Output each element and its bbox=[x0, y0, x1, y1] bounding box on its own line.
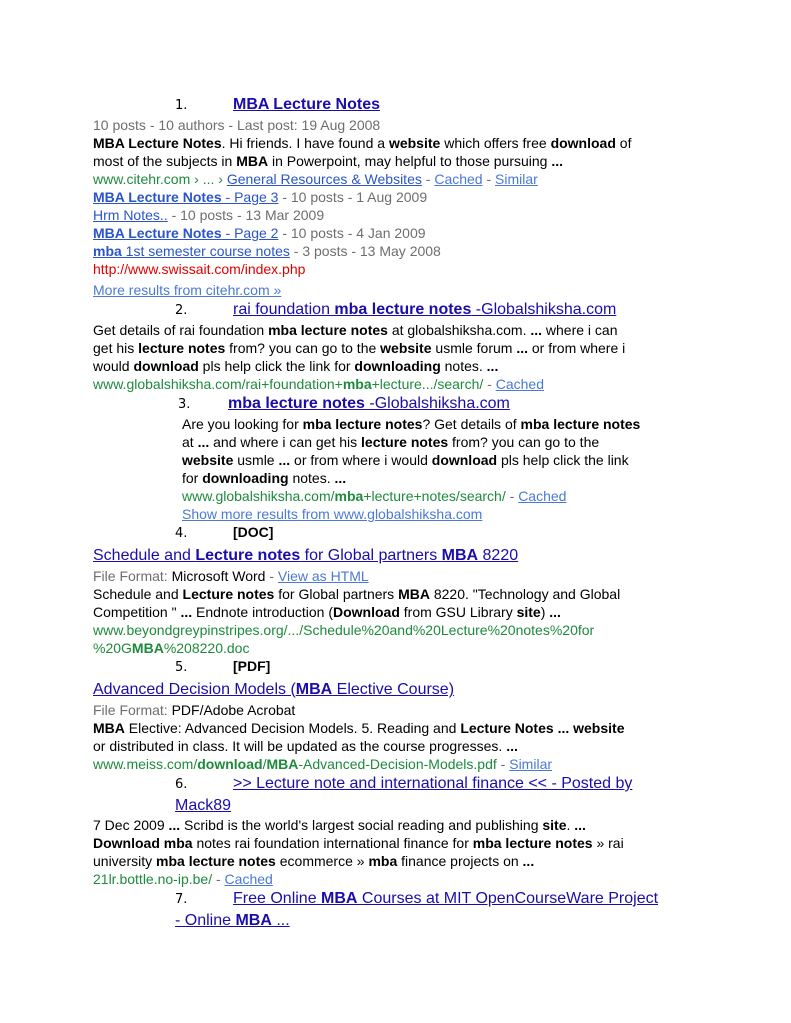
snippet-line bbox=[93, 737, 713, 755]
snippet-segment: mba lecture notes bbox=[268, 322, 388, 338]
snippet-segment: 7 Dec 2009 bbox=[93, 817, 169, 833]
snippet-segment: website bbox=[573, 720, 625, 736]
result-meta: 10 posts - 10 authors - Last post: 19 Aug 2008 bbox=[93, 117, 381, 133]
sub-result-meta: - 10 posts - 4 Jan 2009 bbox=[278, 225, 426, 241]
snippet-segment: notes. bbox=[440, 358, 487, 374]
snippet-segment: pls help click the link bbox=[497, 452, 629, 468]
result-number: 3. bbox=[178, 397, 191, 412]
snippet-segment: and where i can get his bbox=[209, 434, 362, 450]
result-url: www.citehr.com › ... › bbox=[93, 171, 227, 187]
result-7-heading bbox=[93, 888, 713, 910]
result-number: 7. bbox=[175, 892, 188, 907]
snippet-segment: site bbox=[542, 817, 567, 833]
snippet-segment: usmle forum bbox=[431, 340, 517, 356]
result-title-link-continued[interactable]: Mack89 bbox=[175, 797, 232, 814]
result-url-row bbox=[182, 487, 713, 505]
snippet-segment: ecommerce » bbox=[275, 853, 369, 869]
sub-result bbox=[93, 206, 713, 224]
snippet-segment: site bbox=[516, 604, 541, 620]
snippet-segment: ... bbox=[551, 153, 564, 169]
snippet-segment: MBA bbox=[93, 720, 125, 736]
sub-result-link[interactable]: mba 1st semester course notes bbox=[93, 243, 290, 259]
snippet-segment: for bbox=[182, 470, 203, 486]
result-title-link[interactable]: Free Online MBA Courses at MIT OpenCourseWare Project bbox=[233, 890, 659, 907]
snippet-segment: Lecture notes bbox=[182, 586, 275, 602]
snippet-segment: Endnote introduction ( bbox=[192, 604, 333, 620]
snippet-segment: finance projects on bbox=[397, 853, 523, 869]
sub-result-meta: - 10 posts - 13 Mar 2009 bbox=[167, 207, 325, 223]
snippet-segment: usmle bbox=[233, 452, 279, 468]
file-format-label: File Format: bbox=[93, 702, 172, 718]
snippet-segment: pls help click the link for bbox=[198, 358, 355, 374]
snippet-line bbox=[93, 339, 713, 357]
snippet-segment: for Global partners bbox=[274, 586, 399, 602]
result-title-link[interactable]: Schedule and Lecture notes for Global partners MBA 8220 bbox=[93, 547, 519, 564]
snippet-segment: ... bbox=[506, 738, 518, 754]
result-url-row bbox=[93, 755, 713, 773]
snippet-segment: Scribd is the world's largest social reading and publishing bbox=[180, 817, 543, 833]
result-2-heading bbox=[93, 299, 713, 321]
snippet-segment: lecture notes bbox=[361, 434, 449, 450]
separator: - bbox=[265, 568, 278, 584]
snippet-segment: or from where i bbox=[528, 340, 626, 356]
result-title-link[interactable]: mba lecture notes -Globalshiksha.com bbox=[228, 395, 510, 412]
result-title-link[interactable]: MBA Lecture Notes bbox=[233, 96, 380, 113]
snippet-segment: most of the subjects in bbox=[93, 153, 237, 169]
snippet-segment: Are you looking for bbox=[182, 416, 303, 432]
sub-result bbox=[93, 188, 713, 206]
file-format-row bbox=[93, 567, 713, 585]
snippet-segment: Download bbox=[333, 604, 400, 620]
snippet-segment: MBA Lecture Notes bbox=[93, 135, 222, 151]
snippet-segment: would bbox=[93, 358, 134, 374]
snippet-line bbox=[93, 152, 713, 170]
file-format-label: File Format: bbox=[93, 568, 172, 584]
snippet-segment: ... bbox=[278, 452, 291, 468]
result-1-heading bbox=[93, 94, 713, 116]
snippet-segment: at globalshiksha.com. bbox=[387, 322, 531, 338]
snippet-segment: mba lecture notes bbox=[156, 853, 276, 869]
snippet-line bbox=[93, 852, 713, 870]
file-type-tag: [PDF] bbox=[233, 658, 271, 674]
separator: - bbox=[212, 871, 225, 887]
result-3-heading bbox=[89, 393, 713, 415]
cached-link[interactable]: Cached bbox=[495, 376, 544, 392]
sub-result bbox=[93, 224, 713, 242]
cached-link[interactable]: Cached bbox=[224, 871, 273, 887]
result-4-heading bbox=[93, 523, 713, 543]
snippet-line bbox=[93, 834, 713, 852]
sub-result-link[interactable]: MBA Lecture Notes - Page 3 bbox=[93, 189, 279, 205]
snippet-segment: website bbox=[380, 340, 432, 356]
snippet-segment: ) bbox=[540, 604, 550, 620]
snippet-segment: of bbox=[615, 135, 632, 151]
snippet-segment: mba lecture notes bbox=[520, 416, 641, 432]
sub-result-link[interactable]: Hrm Notes.. bbox=[93, 207, 168, 223]
snippet-segment: in Powerpoint, may helpful to those pursuing bbox=[268, 153, 552, 169]
sub-result-meta: - 10 posts - 1 Aug 2009 bbox=[278, 189, 428, 205]
search-results bbox=[93, 94, 713, 931]
result-url-continued: %20GMBA%208220.doc bbox=[93, 640, 250, 656]
snippet-line bbox=[93, 585, 713, 603]
result-title-link-continued[interactable]: - Online MBA ... bbox=[175, 912, 290, 929]
snippet-segment: ... bbox=[486, 358, 499, 374]
snippet-line bbox=[182, 415, 713, 433]
snippet-line bbox=[93, 603, 713, 621]
snippet-segment: mba lecture notes bbox=[472, 835, 593, 851]
snippet-segment: ... bbox=[557, 720, 570, 736]
snippet-segment: ... bbox=[197, 434, 210, 450]
more-results-row bbox=[93, 281, 713, 299]
result-url-row bbox=[93, 170, 713, 188]
cached-link[interactable]: Cached bbox=[518, 488, 567, 504]
snippet-segment: notes rai foundation international finance for bbox=[192, 835, 473, 851]
snippet-segment: Competition " bbox=[93, 604, 181, 620]
result-number: 1. bbox=[175, 98, 188, 113]
snippet-line bbox=[182, 433, 713, 451]
snippet-segment: website bbox=[388, 135, 441, 151]
snippet-segment: 8220. "Technology and Global bbox=[429, 586, 621, 602]
snippet-segment: download bbox=[133, 358, 199, 374]
result-number: 4. bbox=[175, 526, 188, 541]
result-number: 5. bbox=[175, 660, 188, 675]
separator: - bbox=[483, 376, 496, 392]
snippet-line bbox=[93, 816, 713, 834]
cached-link[interactable]: Cached bbox=[434, 171, 483, 187]
result-url: www.globalshiksha.com/mba+lecture+notes/search/ bbox=[182, 488, 506, 504]
snippet-segment: ... bbox=[180, 604, 193, 620]
result-5-heading bbox=[93, 657, 713, 677]
snippet-segment: downloading bbox=[202, 470, 289, 486]
result-url-row bbox=[93, 375, 713, 393]
separator: - bbox=[496, 756, 510, 772]
result-title-link[interactable]: rai foundation mba lecture notes -Globalshiksha.com bbox=[233, 301, 617, 318]
snippet-line bbox=[93, 357, 713, 375]
result-title-link[interactable]: Advanced Decision Models (MBA Elective Course) bbox=[93, 681, 455, 698]
result-url-row bbox=[93, 870, 713, 888]
snippet-line bbox=[93, 719, 713, 737]
snippet-segment: from? you can go to the bbox=[225, 340, 381, 356]
snippet-segment: or distributed in class. It will be updated as the course progresses. bbox=[93, 738, 507, 754]
snippet-segment: mba lecture notes bbox=[302, 416, 423, 432]
snippet-segment: ... bbox=[334, 470, 347, 486]
result-title-link[interactable]: >> Lecture note and international finance << - Posted by bbox=[233, 775, 633, 792]
result-title-continued bbox=[93, 910, 713, 931]
similar-link[interactable]: Similar bbox=[495, 171, 538, 187]
file-format-row bbox=[93, 701, 713, 719]
more-results-link[interactable]: More results from citehr.com » bbox=[93, 282, 282, 298]
result-url: 21lr.bottle.no-ip.be/ bbox=[93, 871, 213, 887]
snippet-line bbox=[182, 469, 713, 487]
snippet-segment: Schedule and bbox=[93, 586, 183, 602]
snippet-segment: downloading bbox=[354, 358, 441, 374]
snippet-line bbox=[93, 134, 713, 152]
result-url: www.beyondgreypinstripes.org/.../Schedule%20and%20Lecture%20notes%20for bbox=[93, 622, 595, 638]
snippet-segment: university bbox=[93, 853, 157, 869]
snippet-line bbox=[182, 451, 713, 469]
result-number: 6. bbox=[175, 777, 188, 792]
sub-result bbox=[93, 242, 713, 260]
similar-link[interactable]: Similar bbox=[509, 756, 553, 772]
snippet-segment: mba bbox=[368, 853, 398, 869]
snippet-segment: . bbox=[566, 817, 575, 833]
snippet-segment: ... bbox=[522, 853, 535, 869]
snippet-segment: ... bbox=[516, 340, 528, 356]
snippet-segment: notes. bbox=[288, 470, 335, 486]
snippet-segment: lecture notes bbox=[138, 340, 226, 356]
file-format-value: Microsoft Word bbox=[171, 568, 266, 584]
snippet-segment: ... bbox=[168, 817, 181, 833]
separator: - bbox=[421, 171, 435, 187]
result-url: www.globalshiksha.com/rai+foundation+mba+lecture.../search/ bbox=[93, 376, 484, 392]
result-title-continued bbox=[93, 795, 713, 816]
snippet-line bbox=[93, 321, 713, 339]
snippet-segment: Lecture Notes bbox=[460, 720, 554, 736]
snippet-segment: . Hi friends. I have found a bbox=[221, 135, 389, 151]
snippet-segment: download bbox=[550, 135, 616, 151]
sub-result-meta: - 3 posts - 13 May 2008 bbox=[289, 243, 441, 259]
snippet-segment: which offers free bbox=[440, 135, 551, 151]
snippet-segment: ? Get details of bbox=[422, 416, 521, 432]
snippet-segment: Get details of rai foundation bbox=[93, 322, 269, 338]
sub-result-link[interactable]: MBA Lecture Notes - Page 2 bbox=[93, 225, 279, 241]
snippet-segment: get his bbox=[93, 340, 139, 356]
result-6-heading bbox=[93, 773, 713, 795]
snippet-segment: ... bbox=[549, 604, 561, 620]
snippet-segment: Elective: Advanced Decision Models. 5. Reading and bbox=[124, 720, 461, 736]
plain-url[interactable]: http://www.swissait.com/index.php bbox=[93, 261, 306, 277]
snippet-segment: website bbox=[182, 452, 234, 468]
snippet-segment: download bbox=[431, 452, 498, 468]
result-url: www.meiss.com/download/MBA-Advanced-Decision-Models.pdf bbox=[93, 756, 497, 772]
separator: - bbox=[482, 171, 496, 187]
snippet-segment: where i can bbox=[542, 322, 618, 338]
show-more-results-link[interactable]: Show more results from www.globalshiksha.com bbox=[182, 506, 483, 522]
view-as-html-link[interactable]: View as HTML bbox=[277, 568, 369, 584]
snippet-segment: MBA bbox=[398, 586, 430, 602]
snippet-segment: » rai bbox=[592, 835, 624, 851]
snippet-segment: ... bbox=[530, 322, 543, 338]
snippet-segment: at bbox=[182, 434, 198, 450]
file-format-value: PDF/Adobe Acrobat bbox=[171, 702, 296, 718]
snippet-segment: from GSU Library bbox=[399, 604, 517, 620]
file-type-tag: [DOC] bbox=[233, 524, 274, 540]
snippet-segment: Download mba bbox=[93, 835, 193, 851]
snippet-segment: or from where i would bbox=[290, 452, 432, 468]
separator: - bbox=[505, 488, 519, 504]
snippet-segment: from? you can go to the bbox=[448, 434, 600, 450]
snippet-segment: MBA bbox=[236, 153, 269, 169]
breadcrumb-link[interactable]: General Resources & Websites bbox=[226, 171, 422, 187]
result-number: 2. bbox=[175, 303, 188, 318]
snippet-segment: ... bbox=[574, 817, 586, 833]
